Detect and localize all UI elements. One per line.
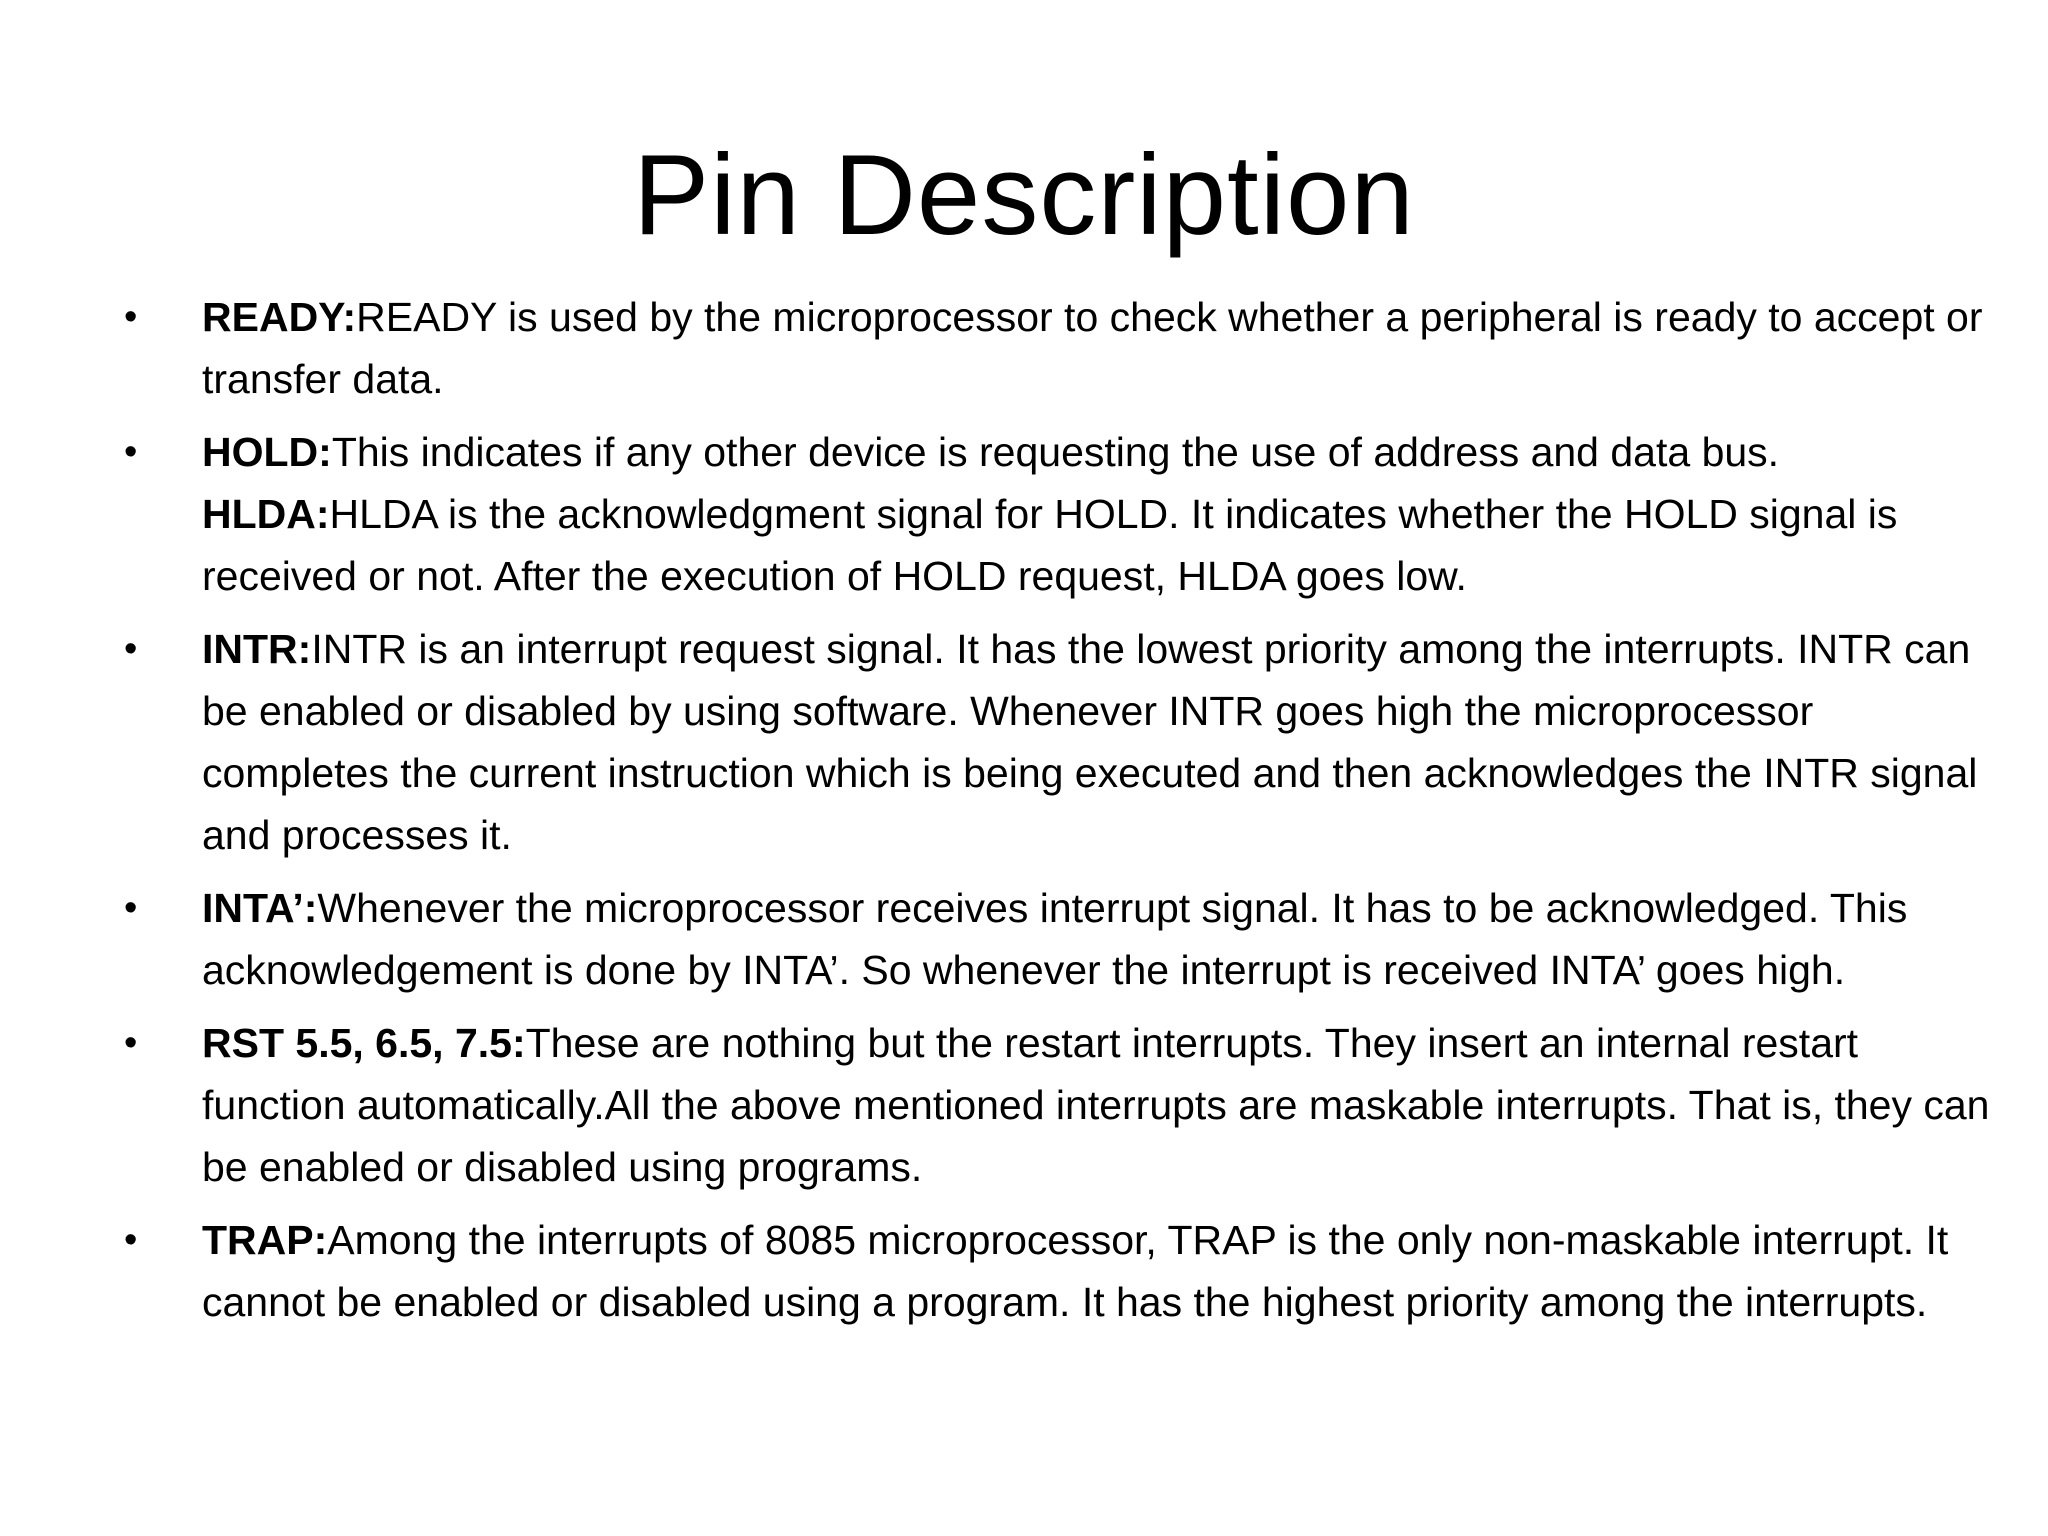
description-intr: INTR is an interrupt request signal. It has the lowest priority among the interrupts. INTR can be enabled or disabled by using software. Whenever INTR goes high the microprocessor completes the current instruction which is being executed and then acknowledges the INTR signal and processes it.	[202, 626, 1978, 858]
term-trap: TRAP:	[202, 1217, 328, 1263]
bullet-dot-icon: •	[124, 296, 138, 338]
term-ready: READY:	[202, 294, 357, 340]
term-rst: RST 5.5, 6.5, 7.5:	[202, 1020, 526, 1066]
bullet-item-trap	[118, 1209, 1998, 1333]
bullet-dot-icon: •	[124, 431, 138, 473]
bullet-item-ready	[118, 286, 1998, 410]
description-inta: Whenever the microprocessor receives interrupt signal. It has to be acknowledged. This acknowledgement is done by INTA’. So whenever the interrupt is received INTA’ goes high.	[202, 885, 1908, 993]
bullet-item-intr	[118, 618, 1998, 866]
bullet-dot-icon: •	[124, 887, 138, 929]
term-intr: INTR:	[202, 626, 312, 672]
description-rst: These are nothing but the restart interrupts. They insert an internal restart function automatically.All the above mentioned interrupts are maskable interrupts. That is, they can be enabled or disabled using programs.	[202, 1020, 1990, 1190]
bullet-item-inta	[118, 877, 1998, 1001]
term-inta: INTA’:	[202, 885, 318, 931]
slide-title: Pin Description	[633, 132, 1415, 259]
description-hlda: HLDA is the acknowledgment signal for HOLD. It indicates whether the HOLD signal is received or not. After the execution of HOLD request, HLDA goes low.	[202, 491, 1898, 599]
bullet-dot-icon: •	[124, 1219, 138, 1261]
bullet-dot-icon: •	[124, 1022, 138, 1064]
bullet-list	[118, 286, 1998, 1344]
description-hold: This indicates if any other device is requesting the use of address and data bus.	[331, 429, 1780, 475]
bullet-item-hold	[118, 421, 1998, 607]
bullet-dot-icon: •	[124, 628, 138, 670]
description-ready: READY is used by the microprocessor to check whether a peripheral is ready to accept or transfer data.	[202, 294, 1983, 402]
description-trap: Among the interrupts of 8085 microprocessor, TRAP is the only non-maskable interrupt. It cannot be enabled or disabled using a program. It has the highest priority among the interrupts.	[202, 1217, 1949, 1325]
term-hold: HOLD:	[202, 429, 332, 475]
bullet-item-rst	[118, 1012, 1998, 1198]
term-hlda: HLDA:	[202, 491, 330, 537]
